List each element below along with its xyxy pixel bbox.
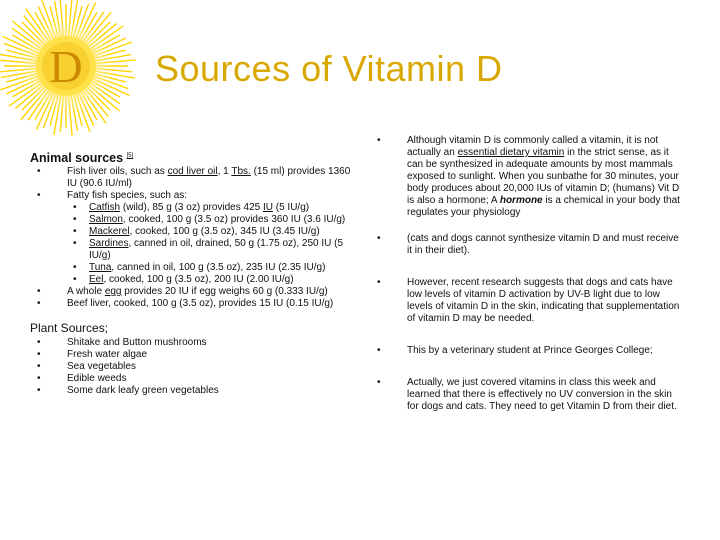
list-item	[30, 337, 360, 349]
bullet: •	[73, 226, 77, 238]
salmon-link[interactable]: Salmon	[89, 214, 123, 226]
sub-list-item	[30, 238, 360, 262]
bullet: •	[37, 190, 41, 202]
bullet: •	[37, 373, 41, 385]
sub-list-item	[30, 226, 360, 238]
bullet: •	[377, 233, 381, 244]
list-item	[30, 349, 360, 361]
catfish-link[interactable]: Catfish	[89, 202, 121, 214]
bullet: •	[37, 166, 41, 178]
note-item	[370, 377, 685, 413]
item-text: , canned in oil, 100 g (3.5 oz), 235 IU (2.35 IU/g)	[111, 262, 326, 274]
bullet: •	[377, 345, 381, 356]
item-text: Fish liver oils, such as	[67, 166, 168, 178]
note-item	[370, 345, 685, 357]
bullet: •	[73, 202, 77, 214]
note-item	[370, 233, 685, 257]
item-text: Edible weeds	[67, 373, 127, 385]
bullet: •	[73, 274, 77, 286]
item-text: (wild), 85 g (3 oz) provides 425	[120, 202, 263, 214]
note-item	[370, 135, 685, 219]
bullet: •	[37, 286, 41, 298]
bullet: •	[73, 238, 77, 250]
reference-link[interactable]: [5]	[126, 153, 134, 159]
animal-sources-heading	[30, 150, 360, 164]
item-text: Fresh water algae	[67, 349, 148, 361]
list-item	[30, 361, 360, 373]
list-item	[30, 373, 360, 385]
note-text: in the strict sense, as it can be synthesized in adequate amounts by most mammals exposed to sunlight. When you sunbathe for 30 minutes, your body produces about 20,000 IUs of vitamin D; (humans) Vit D is also a hormone; A	[407, 147, 680, 206]
cod-liver-oil-link[interactable]: cod liver oil	[167, 166, 218, 178]
item-text: Shitake and Button mushrooms	[67, 337, 207, 349]
item-text: , canned in oil, drained, 50 g (1.75 oz), 250 IU (5 IU/g)	[89, 238, 344, 262]
left-column	[30, 150, 360, 397]
bullet: •	[377, 135, 381, 146]
sub-list-item	[30, 214, 360, 226]
bullet: •	[37, 361, 41, 373]
bullet: •	[37, 349, 41, 361]
tuna-link[interactable]: Tuna	[89, 262, 112, 274]
sub-list-item	[30, 202, 360, 214]
item-text: , cooked, 100 g (3.5 oz) provides 360 IU (3.6 IU/g)	[122, 214, 346, 226]
essential-dietary-vitamin-link[interactable]: essential dietary vitamin	[457, 147, 565, 158]
item-text: (5 IU/g)	[272, 202, 310, 214]
note-text: This by a veterinary student at Prince Georges College;	[407, 345, 653, 356]
item-text: , cooked, 100 g (3.5 oz), 200 IU (2.00 IU/g)	[103, 274, 294, 286]
list-item	[30, 385, 360, 397]
note-item	[370, 277, 685, 325]
bullet: •	[37, 298, 41, 310]
plant-list	[30, 337, 360, 397]
item-text: Beef liver, cooked, 100 g (3.5 oz), provides 15 IU (0.15 IU/g)	[67, 298, 334, 310]
item-text: A whole	[67, 286, 105, 298]
note-text: However, recent research suggests that dogs and cats have low levels of vitamin D activation by UV-B light due to low levels of vitamin D in the skin, indicating that supplementation of vitamin D may be needed.	[407, 277, 680, 324]
sun-logo	[0, 0, 140, 140]
sub-list-item	[30, 262, 360, 274]
bullet: •	[73, 214, 77, 226]
list-item	[30, 166, 360, 190]
item-text: Sea vegetables	[67, 361, 136, 373]
right-column	[370, 135, 685, 413]
list-item	[30, 298, 360, 310]
egg-link[interactable]: egg	[104, 286, 122, 298]
bullet: •	[37, 337, 41, 349]
bullet: •	[37, 385, 41, 397]
note-text: (cats and dogs cannot synthesize vitamin D and must receive it in their diet).	[407, 233, 679, 256]
list-item	[30, 286, 360, 298]
sun-letter: D	[49, 41, 83, 92]
plant-sources-heading: Plant Sources;	[30, 321, 109, 336]
bullet: •	[377, 377, 381, 388]
note-text: Although vitamin D is commonly called a vitamin, it is not actually an	[407, 135, 659, 158]
bullet: •	[377, 277, 381, 288]
mackerel-link[interactable]: Mackerel	[89, 226, 130, 238]
iu-link[interactable]: IU	[262, 202, 273, 214]
page-title: Sources of Vitamin D	[155, 48, 503, 89]
sub-list-item	[30, 274, 360, 286]
note-text: is a chemical in your body that regulates your physiology	[407, 195, 680, 218]
bullet: •	[73, 262, 77, 274]
item-text: Fatty fish species, such as:	[67, 190, 188, 202]
list-item	[30, 190, 360, 202]
item-text: Some dark leafy green vegetables	[67, 385, 219, 397]
note-text: Actually, we just covered vitamins in class this week and learned that there is effectively no UV conversion in the skin for dogs and cats. They need to get Vitamin D from their diet.	[407, 377, 677, 412]
sardines-link[interactable]: Sardines	[89, 238, 129, 250]
item-text: (15 ml) provides 1360 IU (90.6 IU/ml)	[67, 166, 351, 190]
item-text: provides 20 IU if egg weighs 60 g (0.333 IU/g)	[121, 286, 328, 298]
sun-icon	[0, 0, 140, 140]
item-text: , cooked, 100 g (3.5 oz), 345 IU (3.45 IU/g)	[129, 226, 320, 238]
animal-list	[30, 166, 360, 310]
hormone-emphasis: hormone	[499, 195, 543, 206]
animal-heading-text: Animal sources	[30, 151, 124, 166]
item-text: , 1	[217, 166, 232, 178]
tbs-link[interactable]: Tbs.	[231, 166, 251, 178]
eel-link[interactable]: Eel	[89, 274, 104, 286]
